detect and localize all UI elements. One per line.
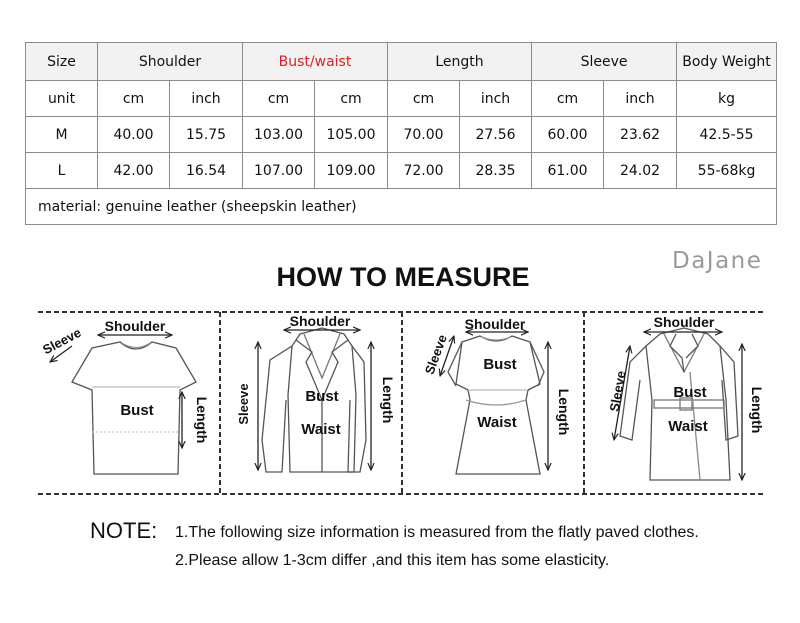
unit-shoulder-inch: inch [170,81,243,117]
cell-shoulder-inch: 16.54 [170,153,243,189]
cell-size: L [26,153,98,189]
cell-length-cm: 70.00 [388,117,460,153]
unit-sleeve-inch: inch [604,81,677,117]
header-sleeve: Sleeve [532,43,677,81]
cell-length-inch: 27.56 [460,117,532,153]
header-body-weight: Body Weight [677,43,777,81]
tshirt-sleeve-label: Sleeve [40,324,84,358]
cell-waist-cm: 105.00 [315,117,388,153]
dress-shoulder-label: Shoulder [464,316,526,332]
dress-arrows [440,332,548,470]
brand-logo: DaJane [672,248,763,274]
cell-weight: 42.5-55 [677,117,777,153]
tshirt-length-label: Length [194,396,210,444]
tshirt-arrows [50,335,182,448]
cell-waist-cm: 109.00 [315,153,388,189]
cell-shoulder-cm: 42.00 [98,153,170,189]
cell-sleeve-cm: 60.00 [532,117,604,153]
cell-bust-cm: 103.00 [243,117,315,153]
coat-length-label: Length [749,386,765,434]
header-size: Size [26,43,98,81]
blazer-sleeve-label: Sleeve [236,383,251,425]
unit-label: unit [26,81,98,117]
cell-sleeve-cm: 61.00 [532,153,604,189]
coat-bust-label: Bust [673,384,707,401]
cell-shoulder-cm: 40.00 [98,117,170,153]
blazer-diagram [236,313,396,472]
cell-size: M [26,117,98,153]
blazer-shoulder-label: Shoulder [289,313,351,329]
blazer-bust-label: Bust [305,388,339,405]
unit-length-cm: cm [388,81,460,117]
cell-bust-cm: 107.00 [243,153,315,189]
note-line-1: 1.The following size information is measured from the flatly paved clothes. [175,524,699,541]
coat-sleeve-label: Sleeve [606,369,629,413]
cell-sleeve-inch: 23.62 [604,117,677,153]
unit-bust-cm: cm [243,81,315,117]
note-label: NOTE: [90,518,158,543]
tshirt-bust-label: Bust [120,402,154,419]
coat-diagram [607,314,765,480]
unit-waist-cm: cm [315,81,388,117]
unit-length-inch: inch [460,81,532,117]
cell-length-inch: 28.35 [460,153,532,189]
cell-weight: 55-68kg [677,153,777,189]
dress-bust-label: Bust [483,356,517,373]
unit-sleeve-cm: cm [532,81,604,117]
tshirt-diagram [40,318,210,474]
cell-shoulder-inch: 15.75 [170,117,243,153]
coat-shoulder-label: Shoulder [653,314,715,330]
blazer-length-label: Length [380,376,396,424]
header-bust-waist: Bust/waist [243,43,388,81]
cell-length-cm: 72.00 [388,153,460,189]
dress-waist-label: Waist [477,414,517,431]
header-shoulder: Shoulder [98,43,243,81]
unit-shoulder-cm: cm [98,81,170,117]
cell-sleeve-inch: 24.02 [604,153,677,189]
coat-outline [620,328,738,480]
note-line-2: 2.Please allow 1-3cm differ ,and this item has some elasticity. [175,552,610,569]
dress-length-label: Length [556,388,572,436]
dress-diagram [422,316,572,474]
coat-waist-label: Waist [668,418,708,435]
dress-sleeve-label: Sleeve [421,332,450,377]
blazer-waist-label: Waist [301,421,341,438]
how-to-measure-title: HOW TO MEASURE [276,262,530,292]
tshirt-shoulder-label: Shoulder [104,318,166,334]
unit-weight: kg [677,81,777,117]
material-note: material: genuine leather (sheepskin leather) [26,189,777,225]
header-length: Length [388,43,532,81]
